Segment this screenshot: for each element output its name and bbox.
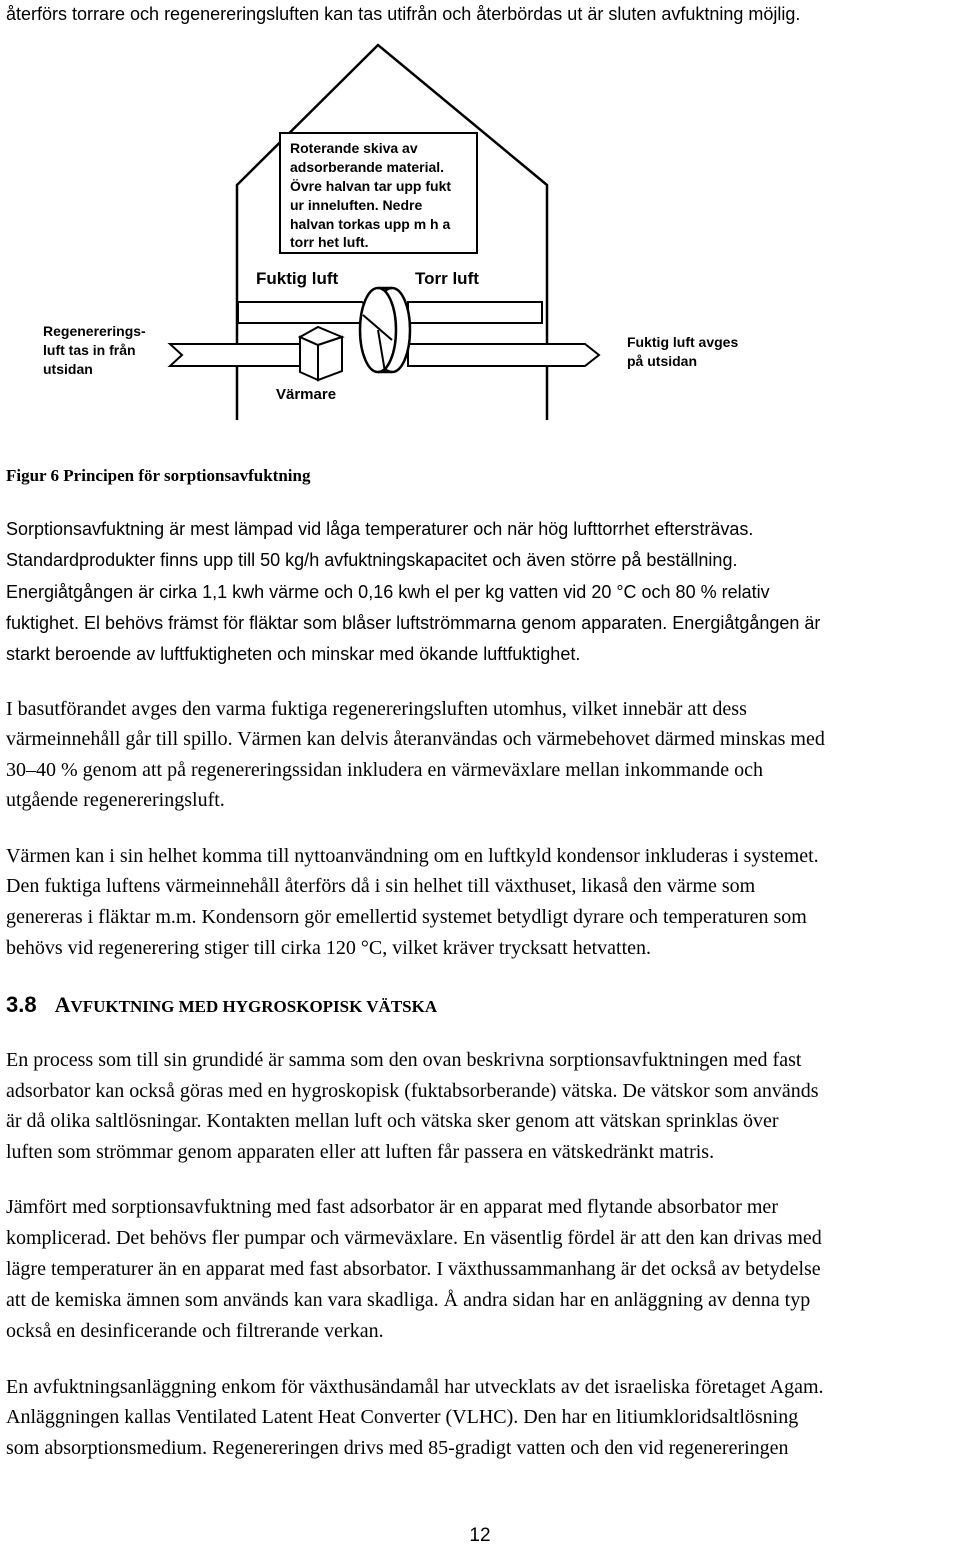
paragraph-6-line-1: En avfuktningsanläggning enkom för växthusändamål har utvecklats av det israeliska företaget Agam. [6,1376,824,1398]
torr-luft-label: Torr luft [415,269,479,288]
paragraph-5-line-2: komplicerad. Det behövs fler pumpar och värmeväxlare. En väsentlig fördel är att den kan drivas med [6,1227,822,1249]
paragraph-3-line-2: Den fuktiga luftens värmeinnehåll återförs då i sin helhet till växthuset, likaså den värme som [6,875,756,897]
regen-pipe-right [408,344,599,366]
paragraph-5-line-3: lägre temperaturer än en apparat med fast absorbator. I växthussammanhang är det också av betydelse [6,1258,821,1280]
section-title-first-letter: A [54,992,71,1017]
paragraph-1-line-3: Energiåtgången är cirka 1,1 kwh värme och 0,16 kwh el per kg vatten vid 20 °C och 80 % relativ [6,582,770,602]
section-title-rest: VFUKTNING MED HYGROSKOPISK VÄTSKA [70,997,438,1016]
rotor-note-line-3: Övre halvan tar upp fukt [290,178,452,194]
paragraph-4-line-3: är då olika saltlösningar. Kontakten mellan luft och vätska sker genom att vätskan sprinklas över [6,1110,779,1132]
upper-pipe-left [238,302,376,323]
top-text-line: återförs torrare och regenereringsluften kan tas utifrån och återbördas ut är sluten avfuktning möjlig. [6,4,801,24]
section-heading [6,992,437,1018]
fuktig-out-line-1: Fuktig luft avges [627,334,739,350]
regen-in-line-3: utsidan [43,361,93,377]
paragraph-2-line-2: värmeinnehåll går till spillo. Värmen kan delvis återanvändas och värmebehovet därmed minskas med [6,728,825,750]
paragraph-6-line-3: som absorptionsmedium. Regenereringen drivs med 85-gradigt vatten och den vid regenereringen [6,1437,789,1459]
section-number: 3.8 [6,992,37,1017]
varmare-label: Värmare [276,386,337,403]
paragraph-5-line-5: också en desinficerande och filtrerande verkan. [6,1320,384,1342]
rotor-note-line-5: halvan torkas upp m h a [290,216,451,232]
paragraph-1-line-4: fuktighet. El behövs främst för fläktar som blåser luftströmmarna genom apparaten. Energiåtgången är [6,613,821,633]
regen-in-line-2: luft tas in från [43,342,136,358]
figure-caption: Figur 6 Principen för sorptionsavfuktning [6,466,311,485]
paragraph-3-line-3: genereras i fläktar m.m. Kondensorn gör emellertid systemet betydligt dyrare och temperaturen som [6,906,807,928]
paragraph-3-line-1: Värmen kan i sin helhet komma till nyttoanvändning om en luftkyld kondensor inkluderas i systemet. [6,845,819,867]
regen-in-line-1: Regenererings- [43,323,146,339]
page-number: 12 [469,1525,491,1546]
paragraph-1-line-2: Standardprodukter finns upp till 50 kg/h avfuktningskapacitet och även större på beställning. [6,550,738,570]
rotor-note-line-2: adsorberande material. [290,159,445,175]
fuktig-out-line-2: på utsidan [627,353,698,369]
paragraph-5-line-1: Jämfört med sorptionsavfuktning med fast adsorbator är en apparat med flytande absorbator mer [6,1196,778,1218]
rotor-note-line-6: torr het luft. [290,234,369,250]
regen-pipe-left [170,344,300,366]
paragraph-6-line-2: Anläggningen kallas Ventilated Latent Heat Converter (VLHC). Den har en litiumkloridsaltlösning [6,1406,799,1428]
fuktig-luft-label: Fuktig luft [256,269,339,288]
rotor-note-line-4: ur inneluften. Nedre [290,197,423,213]
paragraph-1-line-5: starkt beroende av luftfuktigheten och minskar med ökande luftfuktighet. [6,644,581,664]
sorption-dehumidification-diagram [0,30,960,430]
paragraph-4-line-4: luften som strömmar genom apparaten eller att luften får passera en vätskedränkt matris. [6,1141,715,1163]
paragraph-1-line-1: Sorptionsavfuktning är mest lämpad vid låga temperaturer och när hög lufttorrhet eftersträvas. [6,519,754,539]
paragraph-5-line-4: att de kemiska ämnen som används kan vara skadliga. Å andra sidan har en anläggning av denna typ [6,1289,811,1311]
rotor-note-line-1: Roterande skiva av [290,140,418,156]
paragraph-2-line-1: I basutförandet avges den varma fuktiga regenereringsluften utomhus, vilket innebär att dess [6,698,747,720]
paragraph-4-line-1: En process som till sin grundidé är samma som den ovan beskrivna sorptionsavfuktningen med fast [6,1049,802,1071]
paragraph-2-line-3: 30–40 % genom att på regenereringssidan inkludera en värmeväxlare mellan inkommande och [6,759,763,781]
paragraph-4-line-2: adsorbator kan också göras med en hygroskopisk (fuktabsorberande) vätska. De vätskor som används [6,1080,819,1102]
heater-box-side [318,337,342,380]
paragraph-2-line-4: utgående regenereringsluft. [6,789,225,811]
paragraph-3-line-4: behövs vid regenerering stiger till cirka 120 °C, vilket kräver trycksatt hetvatten. [6,937,652,959]
upper-pipe-right [408,302,542,323]
